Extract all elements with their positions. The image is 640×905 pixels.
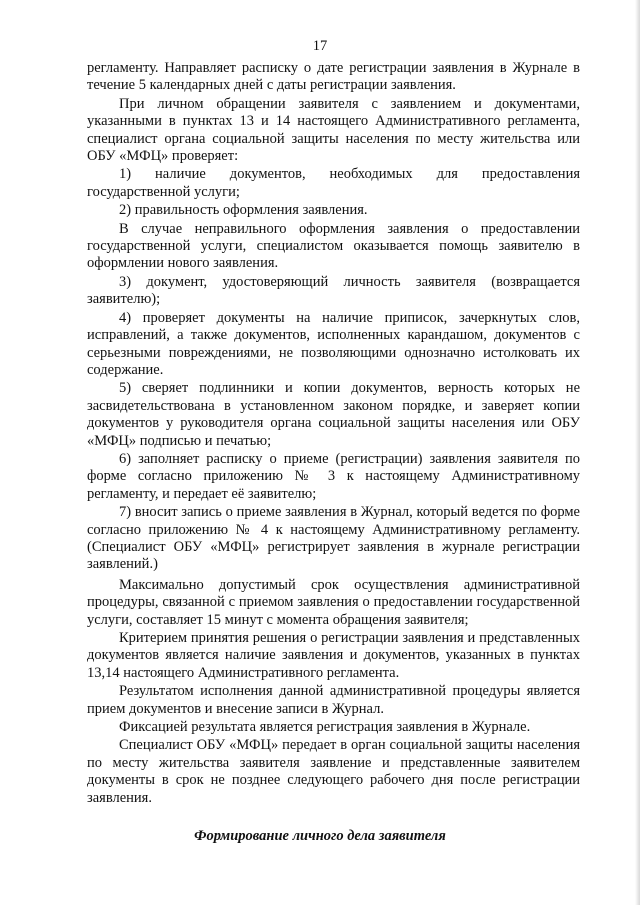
paragraph: Специалист ОБУ «МФЦ» передает в орган социальной защиты населения по месту жительства заявителя заявление и представленные заявителем документы в срок не позднее следующего рабочего дня после регистрации заявления. [87,737,580,806]
list-item: 4) проверяет документы на наличие приписок, зачеркнутых слов, исправлений, а также документов, исполненных карандашом, документов с серьезными повреждениями, не позволяющими однозначно истолковать их содержание. [87,309,580,378]
page-number: 17 [312,38,328,54]
paragraph: В случае неправильного оформления заявления о предоставлении государственной услуги, специалистом оказывается помощь заявителю в оформлении нового заявления. [87,220,580,272]
paragraph: Результатом исполнения данной административной процедуры является прием документов и внесение записи в Журнал. [87,683,580,717]
paragraph: Критерием принятия решения о регистрации заявления и представленных документов является наличие заявления и документов, указанных в пунктах 13,14 настоящего Административного регламента. [87,630,580,681]
list-item: 2) правильность оформления заявления. [119,202,368,219]
list-item: 1) наличие документов, необходимых для предоставления государственной услуги; [87,166,580,200]
list-item: 7) вносит запись о приеме заявления в Журнал, который ведется по форме согласно приложению № 4 к настоящему Административному регламенту. (Специалист ОБУ «МФЦ» регистрирует заявления в журнале регистрации заявлений.) [87,504,580,573]
list-item: 6) заполняет расписку о приеме (регистрации) заявления заявителя по форме согласно приложению № 3 к настоящему Административному регламенту, и передает её заявителю; [87,450,580,502]
list-item: 5) сверяет подлинники и копии документов, верность которых не засвидетельствована в установленном законом порядке, и заверяет копии документов у руководителя органа социальной защиты населения или ОБУ «МФЦ» подписью и печатью; [87,380,580,449]
list-item: 3) документ, удостоверяющий личность заявителя (возвращается заявителю); [87,273,580,308]
paragraph: регламенту. Направляет расписку о дате регистрации заявления в Журнале в течение 5 календарных дней с даты регистрации заявления. [87,60,580,94]
document-body [87,60,580,808]
page-edge-shadow [635,0,640,905]
section-heading: Формирование личного дела заявителя [194,828,446,844]
paragraph: При личном обращении заявителя с заявлением и документами, указанными в пунктах 13 и 14 настоящего Административного регламента, специалист органа социальной защиты населения по месту жительства или ОБУ «МФЦ» проверяет: [87,95,580,165]
paragraph: Максимально допустимый срок осуществления административной процедуры, связанной с приемом заявления о предоставлении государственной услуги, составляет 15 минут с момента обращения заявителя; [87,576,580,628]
paragraph: Фиксацией результата является регистрация заявления в Журнале. [119,719,531,736]
